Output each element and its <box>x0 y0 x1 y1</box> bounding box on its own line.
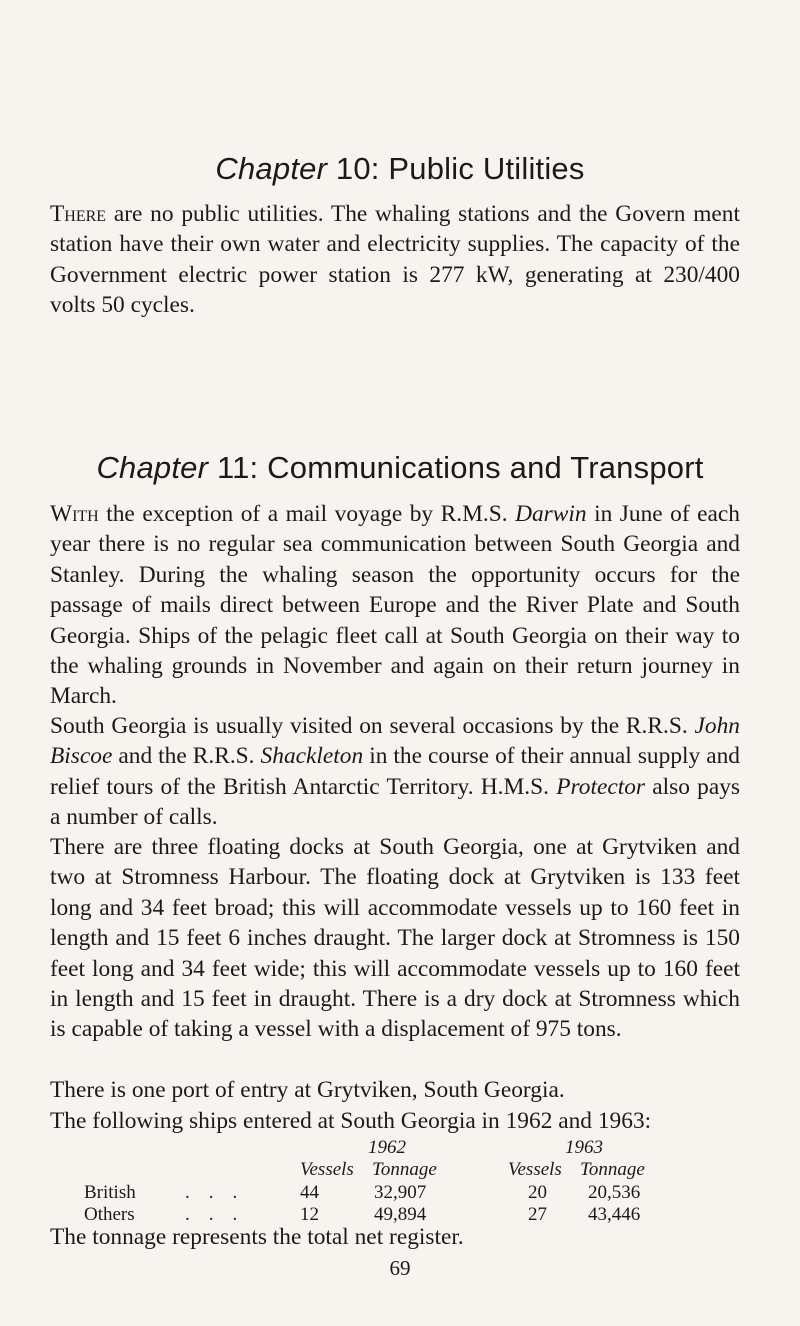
paragraph-tonnage-note: The tonnage represents the total net register. <box>50 1224 464 1250</box>
paragraph-ships-entered: The following ships entered at South Georgia in 1962 and 1963: <box>50 1108 652 1134</box>
table-cell: 32,907 <box>374 1182 427 1203</box>
paragraph-text: also pays a number of calls. <box>50 773 740 831</box>
paragraph-text: the exception of a mail voyage by R.M.S. <box>98 501 516 527</box>
table-cell: 20,536 <box>588 1182 641 1203</box>
paragraph-sea-communication <box>50 499 740 712</box>
ship-name: Protector <box>556 773 646 800</box>
chapter-11-prefix: Chapter <box>96 450 209 485</box>
paragraph-floating-docks: There are three floating docks at South Georgia, one at Grytviken and two at Stromness Harbour. The floating dock at Grytviken is 133 feet long and 34 feet broad; this will accommodate vessels up to 160 feet in length and 15 feet 6 inches draught. The larger dock at Stromness is 150 feet long and 34 feet wide; this will accommodate vessels up to 160 feet in length and 15 feet in draught. There is a dry dock at Stromness which is capable of taking a vessel with a displacement of 975 tons. <box>50 834 740 1043</box>
chapter-10-number: 10: <box>327 151 389 186</box>
paragraph-text: and the R.R.S. <box>112 743 261 770</box>
ship-name: Darwin <box>515 501 587 527</box>
table-cell: 43,446 <box>588 1204 641 1225</box>
chapter-10-prefix: Chapter <box>215 151 328 186</box>
table-year-1963: 1963 <box>565 1137 603 1158</box>
table-header-tonnage-1963: Tonnage <box>580 1159 645 1180</box>
table-header-vessels-1962: Vessels <box>300 1159 354 1180</box>
paragraph-lead: With <box>50 501 99 527</box>
table-row-label: Others <box>84 1204 135 1225</box>
ship-name: Shackleton <box>260 743 364 770</box>
page-number: 69 <box>389 1256 411 1280</box>
paragraph-visits <box>50 711 740 833</box>
chapter-11-heading <box>0 450 800 486</box>
table-header-vessels-1963: Vessels <box>508 1159 562 1180</box>
paragraph-text: in the course of their annual supply and relief tours of the British Antarctic Territory. H.M.S. <box>50 743 740 800</box>
table-cell: 20 <box>528 1182 547 1203</box>
paragraph-port-of-entry: There is one port of entry at Grytviken, South Georgia. <box>50 1077 565 1103</box>
table-row-label: British <box>84 1182 136 1203</box>
table-cell: 49,894 <box>374 1204 427 1225</box>
ship-name: John Biscoe <box>50 713 740 770</box>
table-year-1962: 1962 <box>368 1137 406 1158</box>
chapter-10-title: Public Utilities <box>388 151 585 186</box>
paragraph-text: in June of each year there is no regular sea communication between South Georgia and Stanley. During the whaling season the opportunity occurs for the passage of mails direct between Europe and the River Plate and South Georgia. Ships of the pelagic fleet call at South Georgia on their way to the whaling grounds in November and again on their return journey in March. <box>50 501 740 710</box>
table-cell: 44 <box>300 1182 319 1203</box>
chapter-10-heading <box>0 151 800 187</box>
table-leader-dots: . . . <box>185 1182 238 1203</box>
chapter-11-title: Communications and Transport <box>267 450 704 485</box>
table-cell: 27 <box>528 1204 547 1225</box>
table-cell: 12 <box>300 1204 319 1225</box>
table-header-tonnage-1962: Tonnage <box>372 1159 437 1180</box>
chapter-10-paragraph <box>50 199 740 321</box>
chapter-10-text: are no public utilities. The whaling stations and the Govern ment station have their own water and electricity supplies. The capacity of the Government electric power station is 277 kW, generating at 230/400 volts 50 cycles. <box>50 201 740 319</box>
chapter-10-lead: There <box>50 201 107 227</box>
paragraph-text: South Georgia is usually visited on several occasions by the R.R.S. <box>50 713 695 739</box>
table-leader-dots: . . . <box>185 1204 238 1225</box>
chapter-11-number: 11: <box>208 450 268 485</box>
